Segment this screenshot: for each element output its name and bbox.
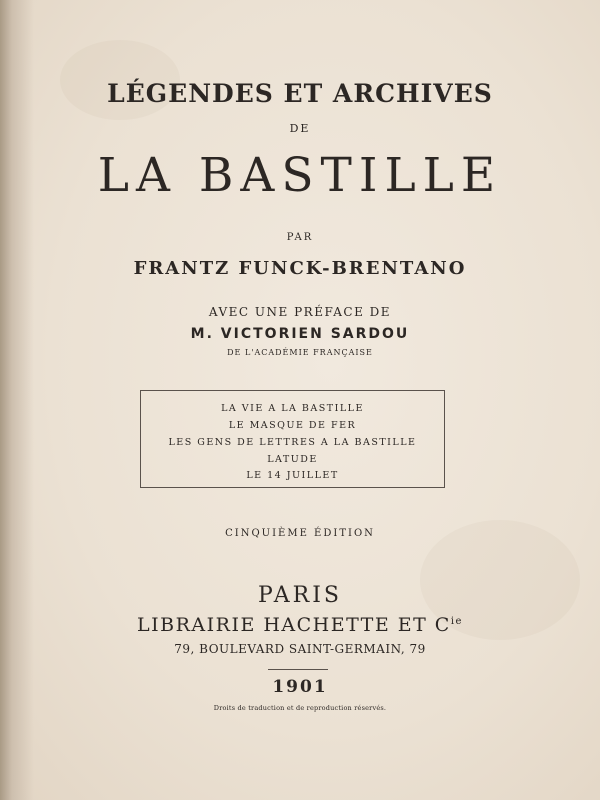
publisher-address: 79, BOULEVARD SAINT-GERMAIN, 79 [174,642,426,656]
contents-item: LA VIE A LA BASTILLE [221,403,364,414]
contents-item: LATUDE [267,454,318,465]
title-line-2: LA BASTILLE [97,148,503,203]
rights-notice: Droits de traduction et de reproduction réservés. [213,704,387,712]
contents-box [140,390,445,488]
publisher-name [0,614,600,636]
by-label: PAR [286,232,314,243]
title-connector: DE [289,122,311,135]
publisher-superscript: ie [450,616,463,627]
title-line-1: LÉGENDES ET ARCHIVES [107,79,493,108]
preface-affiliation: DE L'ACADÉMIE FRANÇAISE [227,348,373,357]
contents-item: LE MASQUE DE FER [228,420,357,431]
publication-city: PARIS [258,583,342,608]
publisher-text: LIBRAIRIE HACHETTE ET C [137,614,451,636]
contents-item: LES GENS DE LETTRES A LA BASTILLE [168,437,417,448]
edition-label: CINQUIÈME ÉDITION [225,528,375,539]
contents-item: LE 14 JUILLET [246,470,339,481]
author-name: FRANTZ FUNCK-BRENTANO [133,258,467,279]
publication-year: 1901 [272,677,328,697]
preface-author: M. VICTORIEN SARDOU [190,326,410,342]
divider-rule [268,669,328,670]
preface-intro: AVEC UNE PRÉFACE DE [208,305,392,319]
